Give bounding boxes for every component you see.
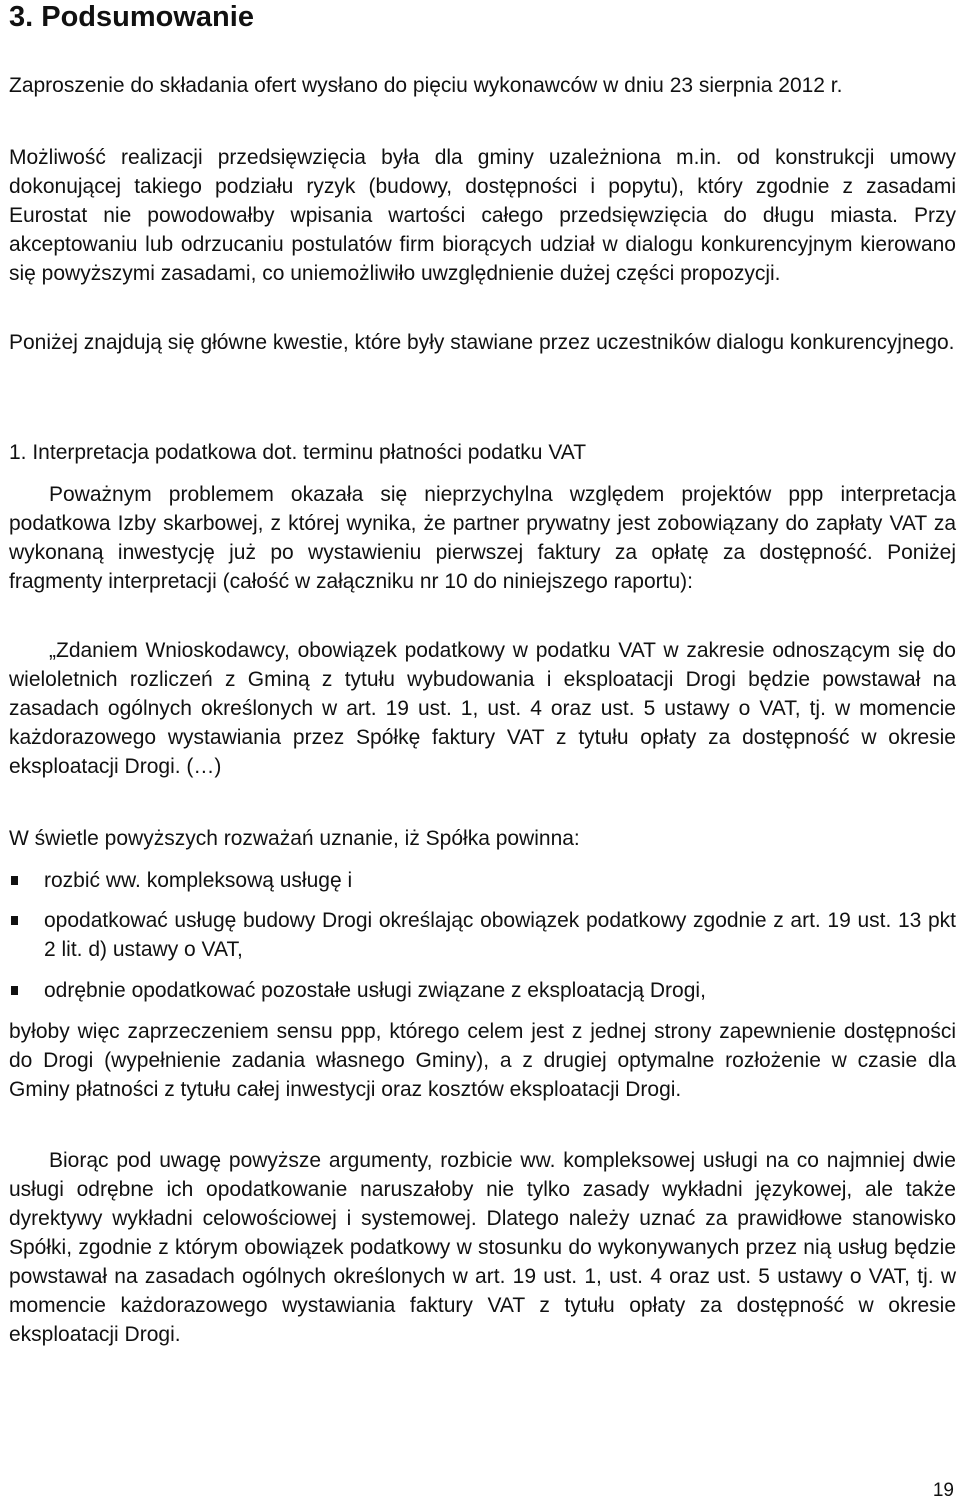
paragraph-issues-intro: Poniżej znajdują się główne kwestie, które były stawiane przez uczestników dialogu konkurencyjnego. — [9, 331, 955, 354]
page-number: 19 — [932, 1480, 954, 1501]
bullet-item-2 — [9, 906, 956, 964]
paragraph-invitation: Zaproszenie do składania ofert wysłano do pięciu wykonawców w dniu 23 sierpnia 2012 r. — [9, 74, 843, 97]
paragraph-conclusion-intro: W świetle powyższych rozważań uznanie, iż Spółka powinna: — [9, 827, 580, 850]
square-bullet-icon — [11, 916, 18, 925]
paragraph-vat-problem: Poważnym problemem okazała się nieprzychylna względem projektów ppp interpretacja podatkowa Izby skarbowej, z której wynika, że partner prywatny jest zobowiązany do zapłaty VAT za wykonaną inwestycję już po wystawieniu pierwszej faktury za opłatę za dostępność. Poniżej fragmenty interpretacji (całość w załączniku nr 10 do niniejszego raportu): — [9, 483, 956, 593]
paragraph-feasibility: Możliwość realizacji przedsięwzięcia była dla gminy uzależniona m.in. od konstrukcji umowy dokonującej takiego podziału ryzyk (budowy, dostępności i popytu), który zgodnie z zasadami Eurostat nie powodowałby wpisania wartości całego przedsięwzięcia do długu miasta. Przy akceptowaniu lub odrzucaniu postulatów firm biorących udział w dialogu konkurencyjnym kierowano się powyższymi zasadami, co uniemożliwiło uwzględnienie dużej części propozycji. — [9, 146, 956, 285]
quote-interpretation: „Zdaniem Wnioskodawcy, obowiązek podatkowy w podatku VAT w zakresie odnoszącym się do wieloletnich rozliczeń z Gminą z tytułu wybudowania i eksploatacji Drogi będzie powstawał na zasadach ogólnych określonych w art. 19 ust. 1, ust. 4 oraz ust. 5 ustawy o VAT, tj. w momencie każdorazowego wystawiania przez Spółkę faktury VAT z tytułu opłaty za dostępność w okresie eksploatacji Drogi. (…) — [9, 639, 956, 778]
square-bullet-icon — [11, 986, 18, 995]
paragraph-final-argument: Biorąc pod uwagę powyższe argumenty, rozbicie ww. kompleksowej usługi na co najmniej dwie usługi odrębne ich opodatkowanie naruszałoby nie tylko zasady wykładni językowej, ale także dyrektywy wykładni celowościowej i systemowej. Dlatego należy uznać za prawidłowe stanowisko Spółki, zgodnie z którym obowiązek podatkowy w stosunku do wykonywanych przez nią usług będzie powstawał na zasadach ogólnych określonych w art. 19 ust. 1, ust. 4 oraz ust. 5 ustawy o VAT, tj. w momencie każdorazowego wystawiania faktury VAT z tytułu opłaty za dostępność w okresie eksploatacji Drogi. — [9, 1149, 956, 1346]
paragraph-ppp-sense: byłoby więc zaprzeczeniem sensu ppp, którego celem jest z jednej strony zapewnienie dostępności do Drogi (wypełnienie zadania własnego Gminy), a z drugiej optymalne rozłożenie w czasie dla Gminy płatności z tytułu całej inwestycji oraz kosztów eksploatacji Drogi. — [9, 1020, 956, 1101]
section-heading: 3. Podsumowanie — [9, 1, 254, 33]
bullet-text: opodatkować usługę budowy Drogi określając obowiązek podatkowy zgodnie z art. 19 ust. 13 pkt 2 lit. d) ustawy o VAT, — [44, 909, 956, 961]
issue-heading-vat: 1. Interpretacja podatkowa dot. terminu płatności podatku VAT — [9, 441, 587, 464]
square-bullet-icon — [11, 876, 18, 885]
bullet-item-3 — [9, 976, 956, 1005]
bullet-text: rozbić ww. kompleksową usługę i — [44, 869, 353, 892]
bullet-text: odrębnie opodatkować pozostałe usługi związane z eksploatacją Drogi, — [44, 979, 706, 1002]
bullet-item-1 — [9, 866, 956, 895]
